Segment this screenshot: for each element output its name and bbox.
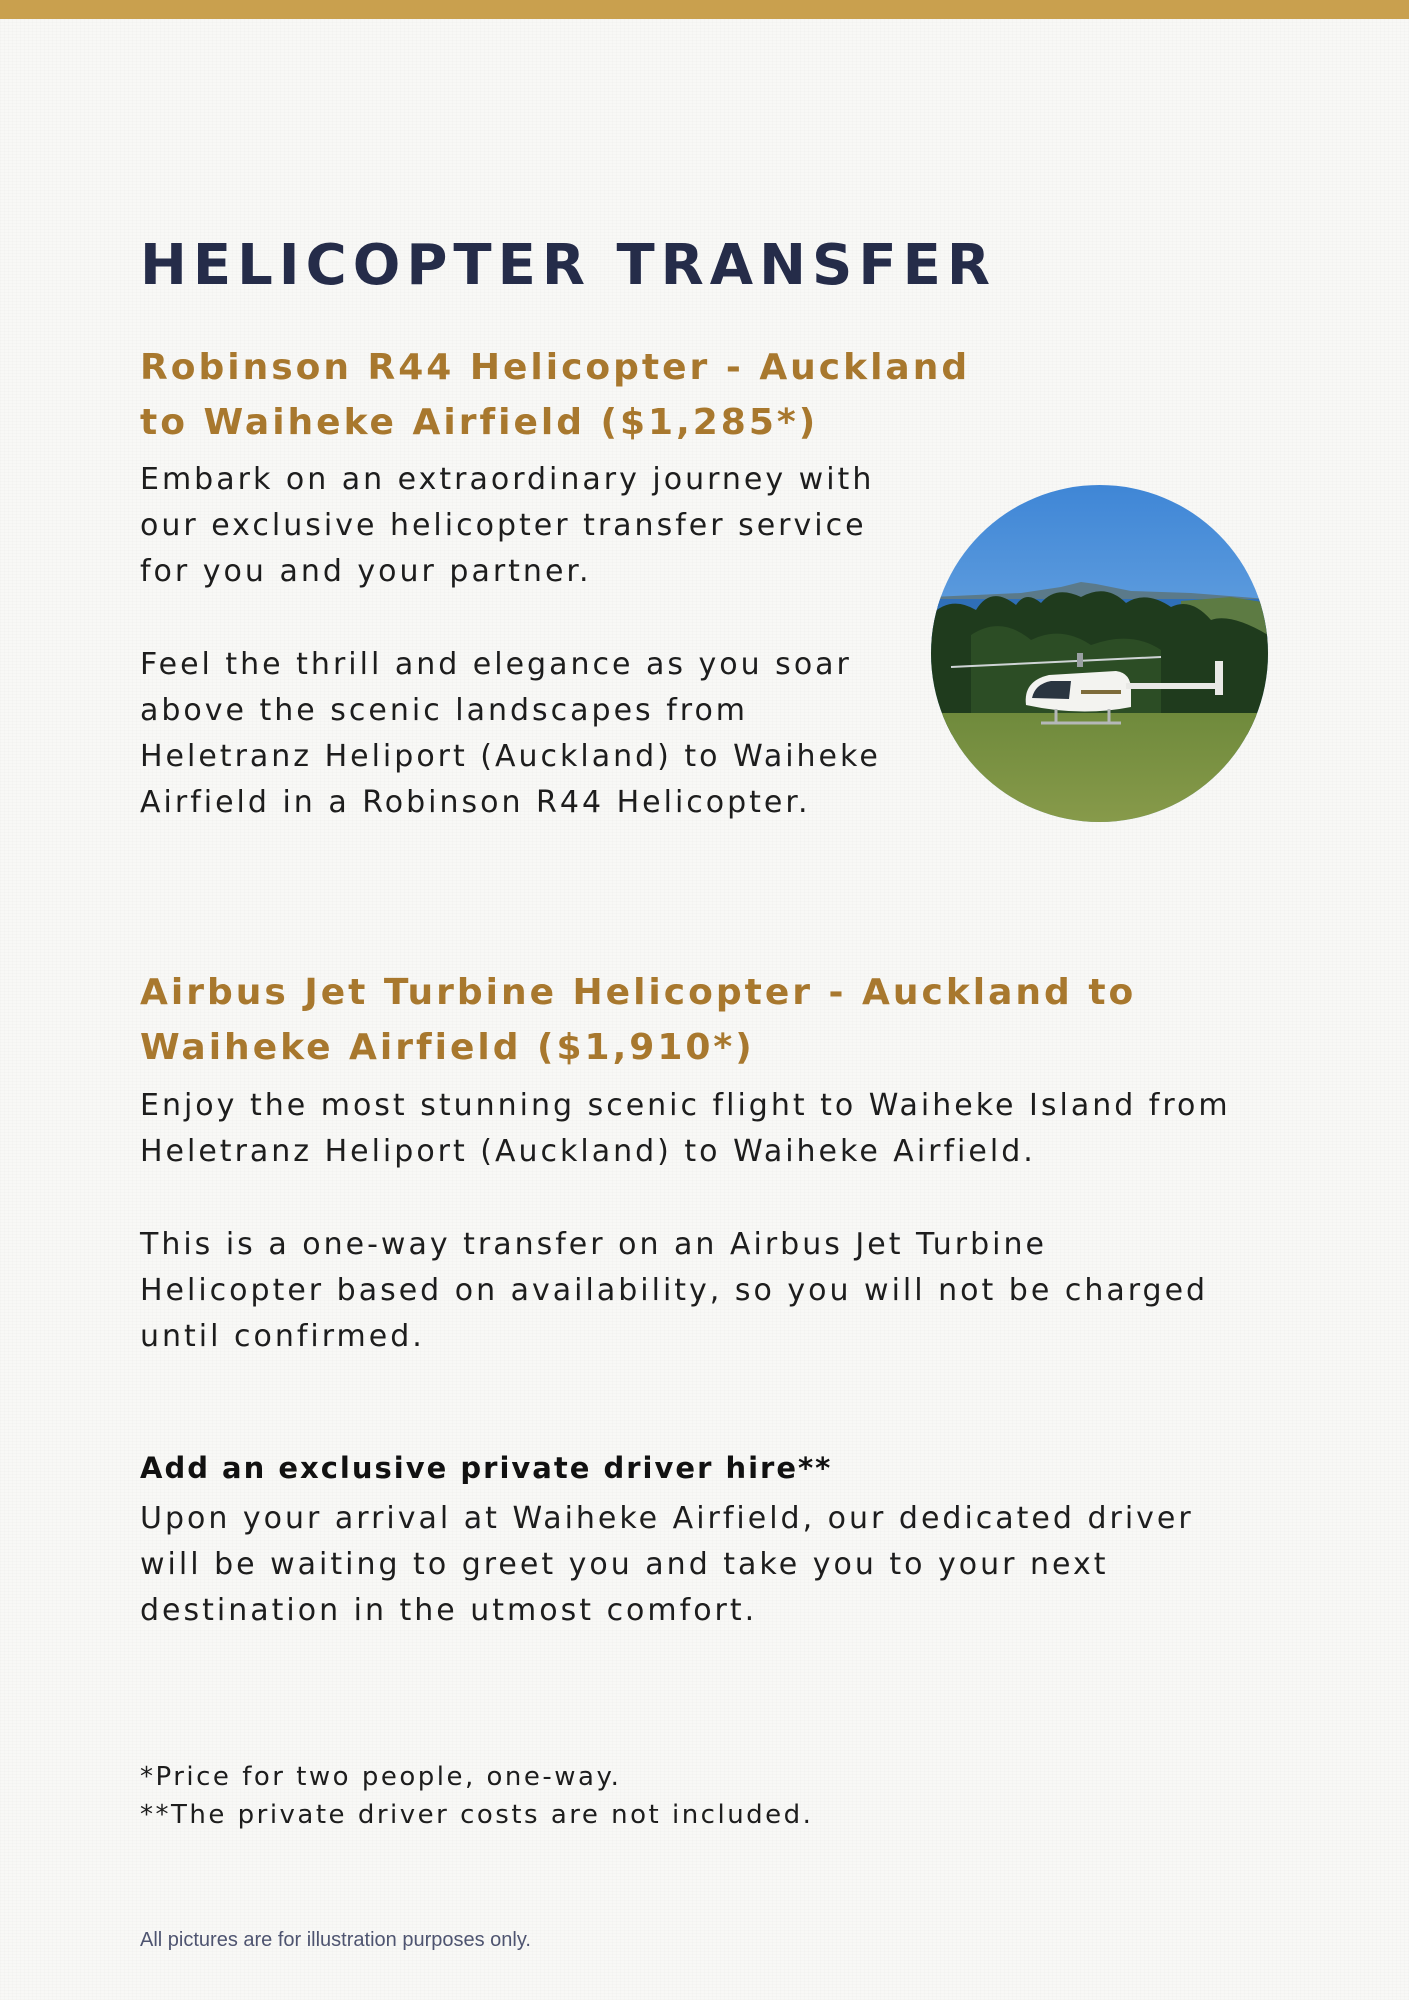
r44-detail-line-4: Airfield in a Robinson R44 Helicopter. — [140, 785, 811, 820]
r44-intro-line-3: for you and your partner. — [140, 554, 592, 589]
illustration-disclaimer: All pictures are for illustration purposes only. — [140, 1929, 531, 1951]
airbus-intro-line-1: Enjoy the most stunning scenic flight to Waiheke Island from — [140, 1088, 1231, 1123]
airbus-heading-line-1: Airbus Jet Turbine Helicopter - Auckland to — [140, 972, 1137, 1013]
r44-heading-line-1: Robinson R44 Helicopter - Auckland — [140, 347, 971, 388]
airbus-detail-paragraph — [140, 1222, 1208, 1360]
price-footnote: *Price for two people, one-way. — [140, 1762, 622, 1792]
r44-intro-line-2: our exclusive helicopter transfer service — [140, 508, 867, 543]
r44-intro-line-1: Embark on an extraordinary journey with — [140, 462, 875, 497]
helicopter-photo-illustration — [931, 485, 1268, 822]
r44-detail-line-2: above the scenic landscapes from — [140, 693, 749, 728]
driver-heading: Add an exclusive private driver hire** — [140, 1451, 833, 1485]
airbus-heading — [140, 965, 1136, 1075]
helicopter-photo — [931, 485, 1268, 822]
top-accent-bar — [0, 0, 1409, 19]
r44-detail-paragraph — [140, 642, 881, 826]
r44-heading — [140, 340, 970, 450]
driver-line-1: Upon your arrival at Waiheke Airfield, our dedicated driver — [140, 1501, 1194, 1536]
airbus-intro-paragraph — [140, 1083, 1231, 1175]
r44-detail-line-3: Heletranz Heliport (Auckland) to Waiheke — [140, 739, 881, 774]
driver-line-2: will be waiting to greet you and take you to your next — [140, 1547, 1109, 1582]
page-title: HELICOPTER TRANSFER — [140, 233, 996, 298]
airbus-heading-line-2: Waiheke Airfield ($1,910*) — [140, 1027, 755, 1068]
airbus-detail-line-3: until confirmed. — [140, 1319, 425, 1354]
driver-cost-footnote: **The private driver costs are not included. — [140, 1800, 814, 1830]
r44-detail-line-1: Feel the thrill and elegance as you soar — [140, 647, 852, 682]
airbus-detail-line-1: This is a one-way transfer on an Airbus Jet Turbine — [140, 1227, 1047, 1262]
driver-paragraph — [140, 1496, 1194, 1634]
airbus-detail-line-2: Helicopter based on availability, so you will not be charged — [140, 1273, 1209, 1308]
r44-intro-paragraph — [140, 457, 874, 595]
r44-heading-line-2: to Waiheke Airfield ($1,285*) — [140, 402, 819, 443]
driver-line-3: destination in the utmost comfort. — [140, 1593, 758, 1628]
airbus-intro-line-2: Heletranz Heliport (Auckland) to Waiheke Airfield. — [140, 1134, 1036, 1169]
